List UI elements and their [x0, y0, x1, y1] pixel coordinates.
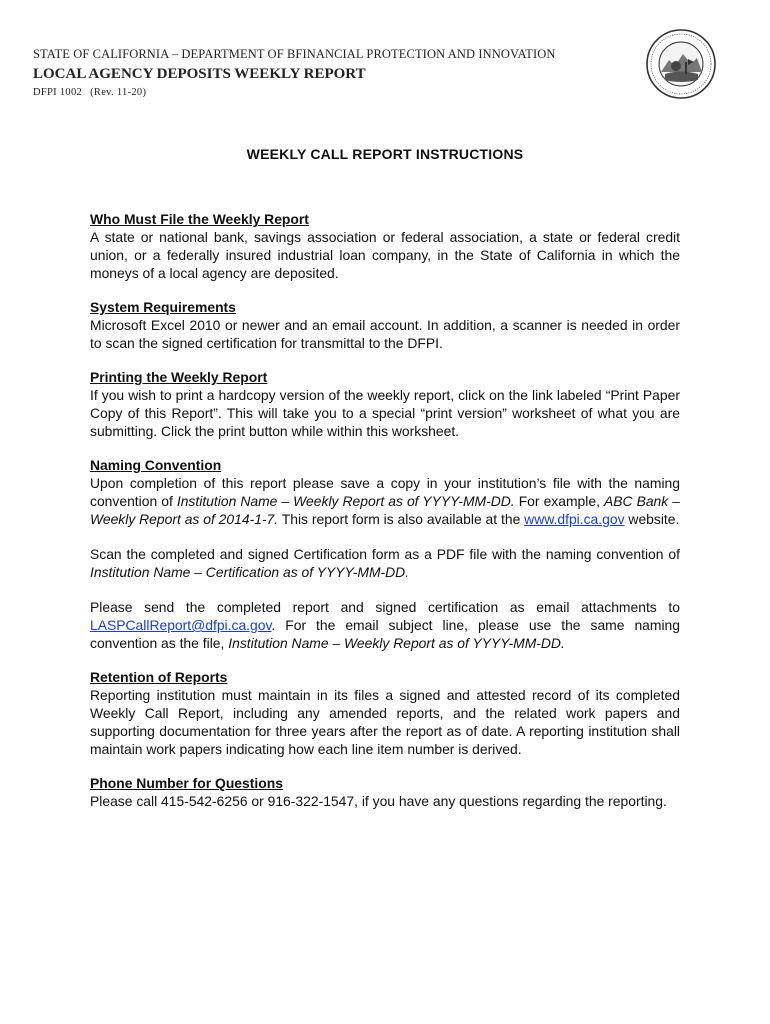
- text-run: For example,: [514, 493, 604, 509]
- section-body: A state or national bank, savings association or federal association, a state or federal credit union, or a federally insured industrial loan company, in the State of California in which the moneys of a local agency are deposited.: [90, 229, 680, 281]
- form-number-line: [33, 87, 146, 98]
- section-system-requirements: [90, 298, 680, 352]
- email-link[interactable]: LASPCallReport@dfpi.ca.gov: [90, 617, 272, 633]
- text-run: Scan the completed and signed Certification form as a PDF file with the naming convention of: [90, 546, 680, 562]
- email-subject-format: Institution Name – Weekly Report as of YYYY-MM-DD.: [228, 635, 565, 651]
- text-run: Please send the completed report and signed certification as email attachments to: [90, 599, 680, 615]
- section-body: Microsoft Excel 2010 or newer and an email account. In addition, a scanner is needed in order to scan the signed certification for transmittal to the DFPI.: [90, 317, 680, 351]
- section-printing: [90, 368, 680, 440]
- form-revision: (Rev. 11-20): [90, 87, 147, 98]
- section-body: Reporting institution must maintain in its files a signed and attested record of its completed Weekly Call Report, including any amended reports, and the related work papers and supporting documentation for three years after the report as of date. A reporting institution shall maintain work papers indicating how each line item number is derived.: [90, 687, 680, 757]
- section-retention: [90, 668, 680, 758]
- section-who-must-file: [90, 210, 680, 282]
- naming-paragraph-send: [90, 598, 680, 652]
- naming-paragraph-scan: [90, 545, 680, 581]
- section-heading: Who Must File the Weekly Report: [90, 211, 309, 227]
- section-phone: [90, 774, 680, 810]
- naming-format-example: Institution Name – Weekly Report as of YYYY-MM-DD.: [176, 493, 515, 509]
- dfpi-website-link[interactable]: www.dfpi.ca.gov: [524, 511, 625, 527]
- report-title: LOCAL AGENCY DEPOSITS WEEKLY REPORT: [33, 66, 366, 82]
- naming-paragraph-save: [90, 474, 680, 528]
- form-number: DFPI 1002: [33, 87, 83, 98]
- section-naming-convention: [90, 456, 680, 652]
- section-body: If you wish to print a hardcopy version of the weekly report, click on the link labeled “Print Paper Copy of this Report”. This will take you to a special “print version” worksheet of what you are submitting. Click the print button while within this worksheet.: [90, 387, 680, 439]
- agency-name: STATE OF CALIFORNIA – DEPARTMENT OF BFINANCIAL PROTECTION AND INNOVATION: [33, 47, 556, 61]
- text-run: website.: [624, 511, 680, 527]
- text-run: This report form is also available at the: [278, 511, 525, 527]
- section-heading: Naming Convention: [90, 457, 222, 473]
- section-heading: System Requirements: [90, 299, 236, 315]
- text-run: . For the email subject line, please use the same naming convention as the file,: [90, 617, 680, 651]
- section-heading: Retention of Reports: [90, 669, 228, 685]
- california-seal-icon: [645, 28, 717, 100]
- instructions-body: [90, 210, 680, 826]
- certification-naming-format: Institution Name – Certification as of YYYY-MM-DD.: [90, 564, 410, 580]
- text-run: Upon completion of this report please save a copy in your institution’s file with the naming convention of: [90, 475, 680, 509]
- section-heading: Phone Number for Questions: [90, 775, 283, 791]
- section-heading: Printing the Weekly Report: [90, 369, 268, 385]
- section-body: Please call 415-542-6256 or 916-322-1547, if you have any questions regarding the reporting.: [90, 793, 667, 809]
- document-title: WEEKLY CALL REPORT INSTRUCTIONS: [246, 146, 524, 162]
- naming-example: ABC Bank – Weekly Report as of 2014-1-7.: [90, 493, 680, 527]
